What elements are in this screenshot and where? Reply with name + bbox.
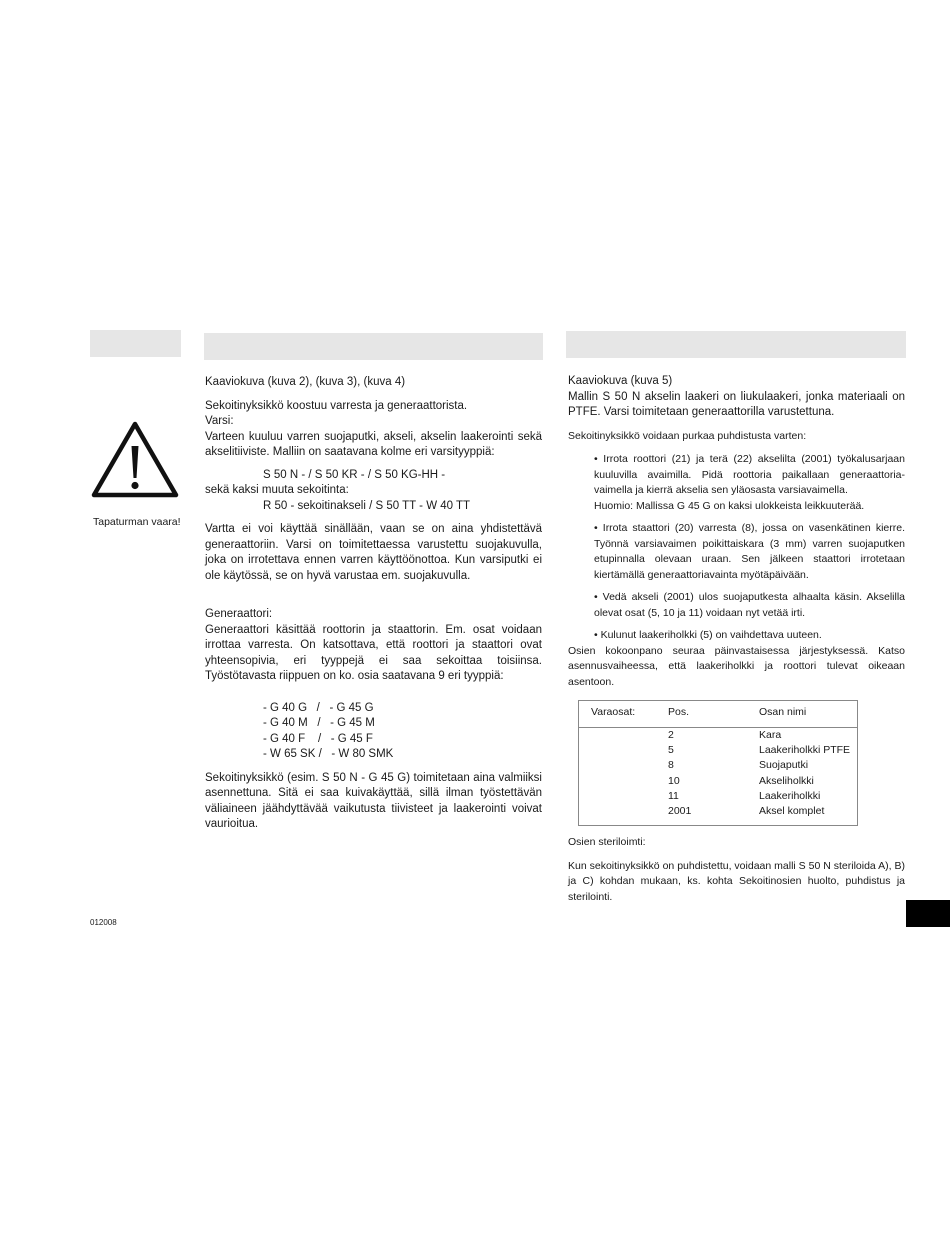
warning-caption: Tapaturman vaara! (93, 516, 181, 528)
cell-pos: 11 (668, 790, 679, 802)
sterilization-heading: Osien steriloimti: (568, 836, 646, 848)
sterilization-section (568, 835, 905, 905)
left-header-bar (90, 330, 181, 357)
disassembly-steps (568, 452, 905, 644)
right-header-bar (566, 331, 906, 358)
generator-heading: Generaattori: (205, 608, 273, 620)
header-position: Pos. (668, 706, 690, 718)
step-remove-stator: • Irrota staattori (20) varresta (8), jossa on vasenkätinen kierre. Työnnä varsiavaimen poikittaiskara (3 mm) varren suojaputken etupinnalla olevaan uraan. Sen jälkeen staattori irrotetaan kiertämällä generaattoriavainta myötäpäivään. (594, 522, 905, 581)
cell-part-name: Aksel komplet (759, 805, 825, 817)
middle-column (205, 375, 542, 833)
shaft-usage-text: Vartta ei voi käyttää sinällään, vaan se on aina yhdistettävä generaattoriin. Varsi on toimitettaessa varustettu suojakuvulla, joka on irrotettava ennen varren käyttöönottoa. Kun varsiputki ei ole käytössä, se on hyvä varustaa em. suojakuvulla. (205, 523, 542, 582)
right-column (568, 374, 905, 690)
table-header (579, 701, 857, 728)
sterilization-text: Kun sekoitinyksikkö on puhdistettu, voidaan malli S 50 N steriloida A), B) ja C) kohdan mukaan, ks. kohta Sekoitinosien huolto, puhdistus ja sterilointi. (568, 859, 905, 903)
cell-pos: 2001 (668, 805, 692, 817)
header-part-name: Osan nimi (759, 706, 807, 718)
assembly-note: Sekoitinyksikkö (esim. S 50 N - G 45 G) toimitetaan aina valmiiksi asennettuna. Sitä ei saa kuivakäyttää, sillä ilman työstettävän väliaineen jäähdyttävää vaikutusta tiivisteet ja laakerointi voivat vaurioitua. (205, 771, 542, 830)
spare-parts-table (578, 700, 858, 826)
cell-part-name: Kara (759, 729, 782, 741)
generator-type-row: - W 65 SK / - W 80 SMK (263, 748, 394, 760)
reassembly-text: Osien kokoonpano seuraa päinvastaisessa järjestyksessä. Katso asennusvaiheessa, että laakeriholkki ja roottori tulevat oikeaan asentoon. (568, 644, 905, 688)
cell-pos: 8 (668, 759, 674, 771)
page-edge-tab (906, 900, 950, 927)
generator-description: Generaattori käsittää roottorin ja staattorin. Em. osat voidaan irrottaa varresta. On katsottava, että roottori ja staattori ovat yhteensopivia, eri tyyppejä ei saa sekoittaa toisiinsa. Työstötavasta riippuen on ko. osia saatavana 9 eri tyyppiä: (205, 623, 542, 682)
cell-part-name: Laakeriholkki PTFE (759, 744, 851, 756)
shaft-heading: Varsi: (205, 415, 234, 427)
disassembly-intro: Sekoitinyksikkö voidaan purkaa puhdistusta varten: (568, 429, 807, 442)
shaft-types: S 50 N - / S 50 KR - / S 50 KG-HH - (263, 468, 446, 481)
middle-header-bar (204, 333, 543, 360)
step-replace-bushing: • Kulunut laakeriholkki (5) on vaihdettava uuteen. (594, 629, 822, 641)
step-remove-rotor: • Irrota roottori (21) ja terä (22) akselilta (2001) työkalusarjaan kuuluvilla avaimilla. Pidä roottoria paikallaan generaattoria-vaimella ja kierrä akselia sen yläosasta varsiavaimella. (594, 453, 905, 496)
cell-part-name: Akseliholkki (759, 775, 814, 787)
generator-type-row: - G 40 G / - G 45 G (263, 701, 374, 714)
cell-pos: 10 (668, 775, 680, 787)
document-code: 012008 (90, 918, 117, 927)
header-spare-parts: Varaosat: (591, 706, 636, 718)
other-mixers-label: sekä kaksi muuta sekoitinta: (205, 484, 349, 496)
step-note: Huomio: Mallissa G 45 G on kaksi ulokkeista leikkuuterää. (594, 499, 865, 512)
cell-pos: 2 (668, 729, 674, 741)
warning-triangle-icon (90, 418, 180, 500)
bearing-description: Mallin S 50 N akselin laakeri on liukulaakeri, jonka materiaali on PTFE. Varsi toimitetaan generaattorilla varustettuna. (568, 390, 905, 418)
step-pull-shaft: • Vedä akseli (2001) ulos suojaputkesta alhaalta käsin. Akselilla olevat osat (5, 10 ja 11) voidaan nyt vetää irti. (594, 591, 905, 619)
diagram-reference: Kaaviokuva (kuva 2), (kuva 3), (kuva 4) (205, 376, 406, 388)
diagram-reference-right: Kaaviokuva (kuva 5) (568, 375, 673, 387)
shaft-description: Varteen kuuluu varren suojaputki, akseli, akselin laakerointi sekä akselitiiviste. Malliin on saatavana kolme eri varsityyppiä: (205, 430, 542, 458)
generator-type-list (205, 701, 542, 763)
generator-type-row: - G 40 M / - G 45 M (263, 717, 375, 729)
other-mixer-types: R 50 - sekoitinakseli / S 50 TT - W 40 TT (263, 499, 471, 512)
generator-type-row: - G 40 F / - G 45 F (263, 732, 373, 745)
cell-part-name: Laakeriholkki (759, 790, 821, 802)
cell-pos: 5 (668, 744, 674, 756)
composition-text: Sekoitinyksikkö koostuu varresta ja generaattorista. (205, 399, 468, 412)
cell-part-name: Suojaputki (759, 759, 809, 771)
